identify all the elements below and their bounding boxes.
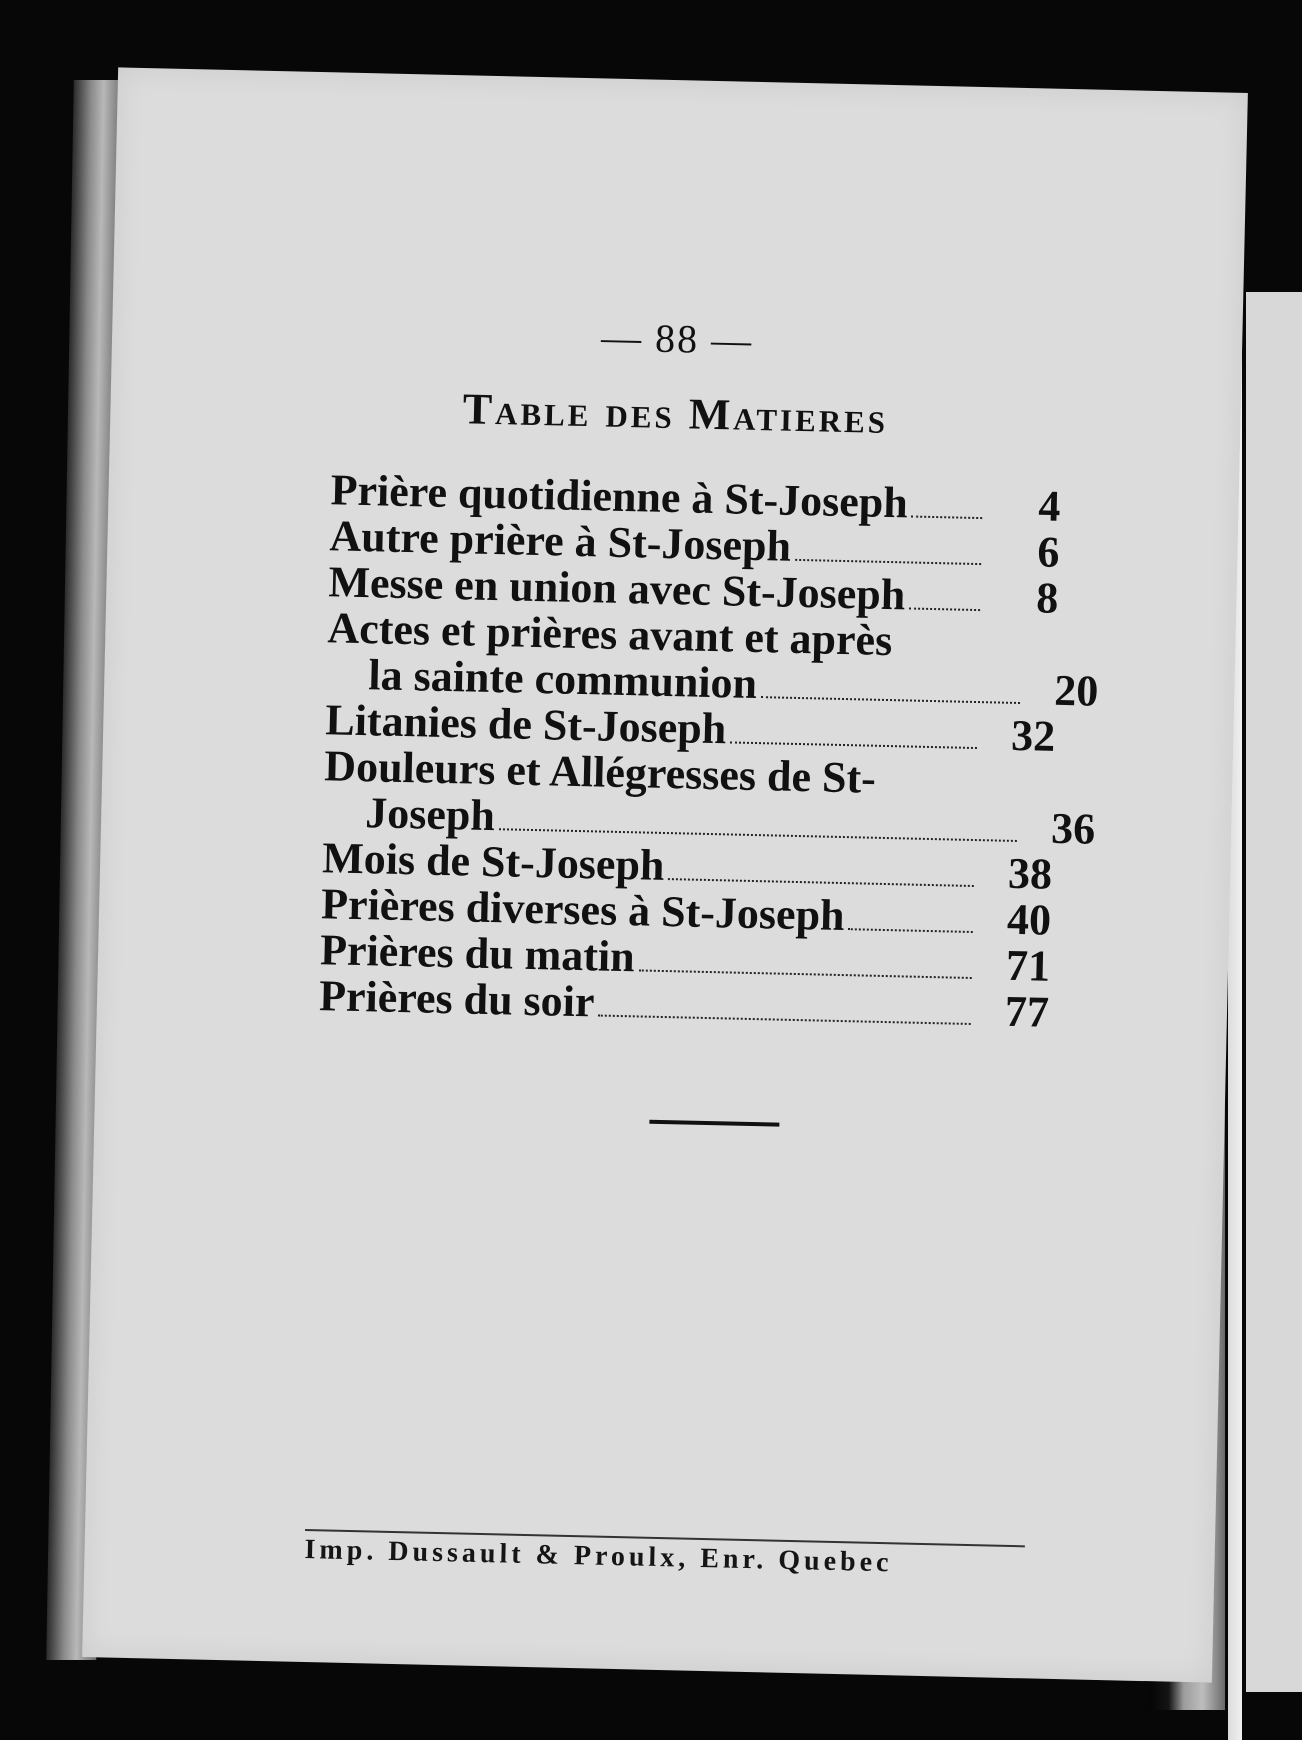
toc-entry-title: Douleurs et Allégresses de St- (323, 741, 877, 803)
toc-entry-title: Prières du soir (318, 971, 596, 1027)
toc-entry-title: Prières du matin (319, 925, 636, 982)
toc-entry-title: Prières diverses à St-Joseph (320, 879, 846, 941)
printer-imprint: Imp. Dussault & Proulx, Enr. Quebec (304, 1534, 893, 1579)
toc-entry-title-continued: Joseph (364, 788, 496, 841)
section-divider (649, 1120, 779, 1127)
toc-leader-dots (909, 606, 980, 611)
book-page (82, 67, 1248, 1682)
toc-page-number: 77 (1004, 986, 1050, 1037)
toc-leader-dots (911, 515, 982, 520)
page-title: Table des Matieres (462, 384, 889, 443)
adjacent-page (1246, 292, 1302, 1692)
toc-leader-dots (638, 968, 971, 979)
toc-entry-title: Prière quotidienne à St-Joseph (330, 465, 909, 528)
toc-page-number: 6 (1036, 527, 1060, 577)
table-of-contents (318, 465, 1099, 1037)
toc-entry-title: Autre prière à St-Joseph (329, 511, 792, 571)
toc-entry-title-continued: la sainte communion (367, 650, 758, 709)
toc-page-number: 36 (1050, 803, 1096, 854)
toc-leader-dots (668, 877, 974, 887)
toc-page-number: 20 (1053, 665, 1099, 716)
toc-page-number: 40 (1006, 894, 1052, 945)
toc-page-number: 38 (1007, 848, 1053, 899)
toc-page-number: 71 (1005, 940, 1051, 991)
toc-entry-title: Litanies de St-Joseph (324, 695, 727, 754)
toc-entry-title: Mois de St-Joseph (321, 833, 666, 890)
toc-page-number: 4 (1037, 481, 1062, 531)
toc-leader-dots (730, 740, 977, 749)
toc-entry-title: Messe en union avec St-Joseph (328, 557, 906, 620)
toc-page-number: 8 (1035, 573, 1059, 623)
toc-leader-dots (848, 927, 973, 933)
toc-entry-title: Actes et prières avant et après (326, 603, 893, 666)
toc-leader-dots (795, 558, 981, 565)
toc-leader-dots (598, 1014, 971, 1025)
toc-page-number: 32 (1010, 710, 1056, 761)
page-number: — 88 — (600, 314, 754, 363)
toc-leader-dots (761, 695, 1020, 704)
